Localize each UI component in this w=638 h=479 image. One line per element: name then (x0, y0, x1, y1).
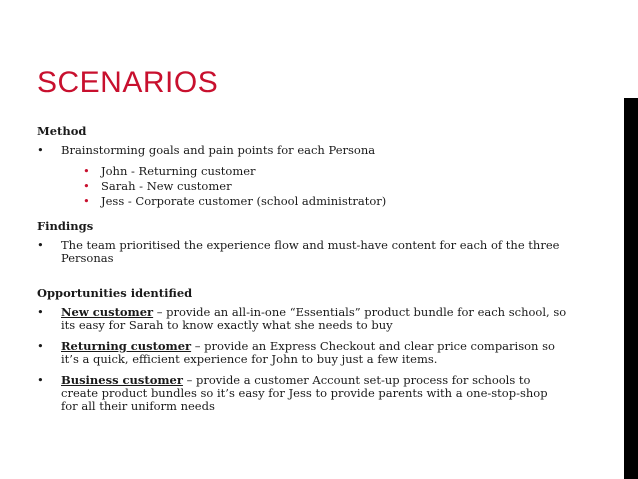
method-item-text: Brainstorming goals and pain points for each Persona (61, 143, 376, 157)
persona-item-text: Jess - Corporate customer (school administrator) (101, 194, 387, 208)
persona-item (83, 180, 567, 193)
bullet-icon: • (37, 143, 44, 157)
bullet-icon: • (83, 179, 90, 193)
opportunity-text: – provide an Express Checkout and clear price comparison so it’s a quick, efficient experience for John to buy just a few items. (61, 339, 555, 366)
method-heading: Method (37, 124, 87, 138)
bullet-icon: • (83, 164, 90, 178)
side-bar (624, 98, 638, 479)
persona-item-text: John - Returning customer (101, 164, 256, 178)
opportunity-label: New customer (61, 305, 154, 319)
findings-heading: Findings (37, 219, 94, 233)
opportunities-heading: Opportunities identified (37, 286, 193, 300)
bullet-icon: • (37, 238, 44, 252)
bullet-icon: • (37, 305, 44, 319)
opportunity-label: Returning customer (61, 339, 192, 353)
persona-item (83, 165, 567, 178)
persona-item (83, 195, 567, 208)
method-item (37, 144, 567, 157)
persona-item-text: Sarah - New customer (101, 179, 232, 193)
slide-content (37, 125, 567, 421)
findings-item (37, 239, 567, 265)
opportunity-text: – provide a customer Account set-up process for schools to create product bundles so it’s easy for Jess to provide parents with a one-stop-shop for all their uniform needs (61, 373, 548, 413)
opportunity-item (37, 340, 567, 366)
slide-title: SCENARIOS (37, 66, 219, 99)
opportunity-label: Business customer (61, 373, 183, 387)
opportunity-item (37, 306, 567, 332)
persona-list (83, 165, 567, 208)
bullet-icon: • (37, 339, 44, 353)
opportunity-item (37, 374, 567, 413)
bullet-icon: • (83, 194, 90, 208)
bullet-icon: • (37, 373, 44, 387)
findings-item-text: The team prioritised the experience flow and must-have content for each of the three Personas (61, 238, 560, 265)
opportunity-text: – provide an all-in-one “Essentials” product bundle for each school, so its easy for Sarah to know exactly what she needs to buy (61, 305, 567, 332)
